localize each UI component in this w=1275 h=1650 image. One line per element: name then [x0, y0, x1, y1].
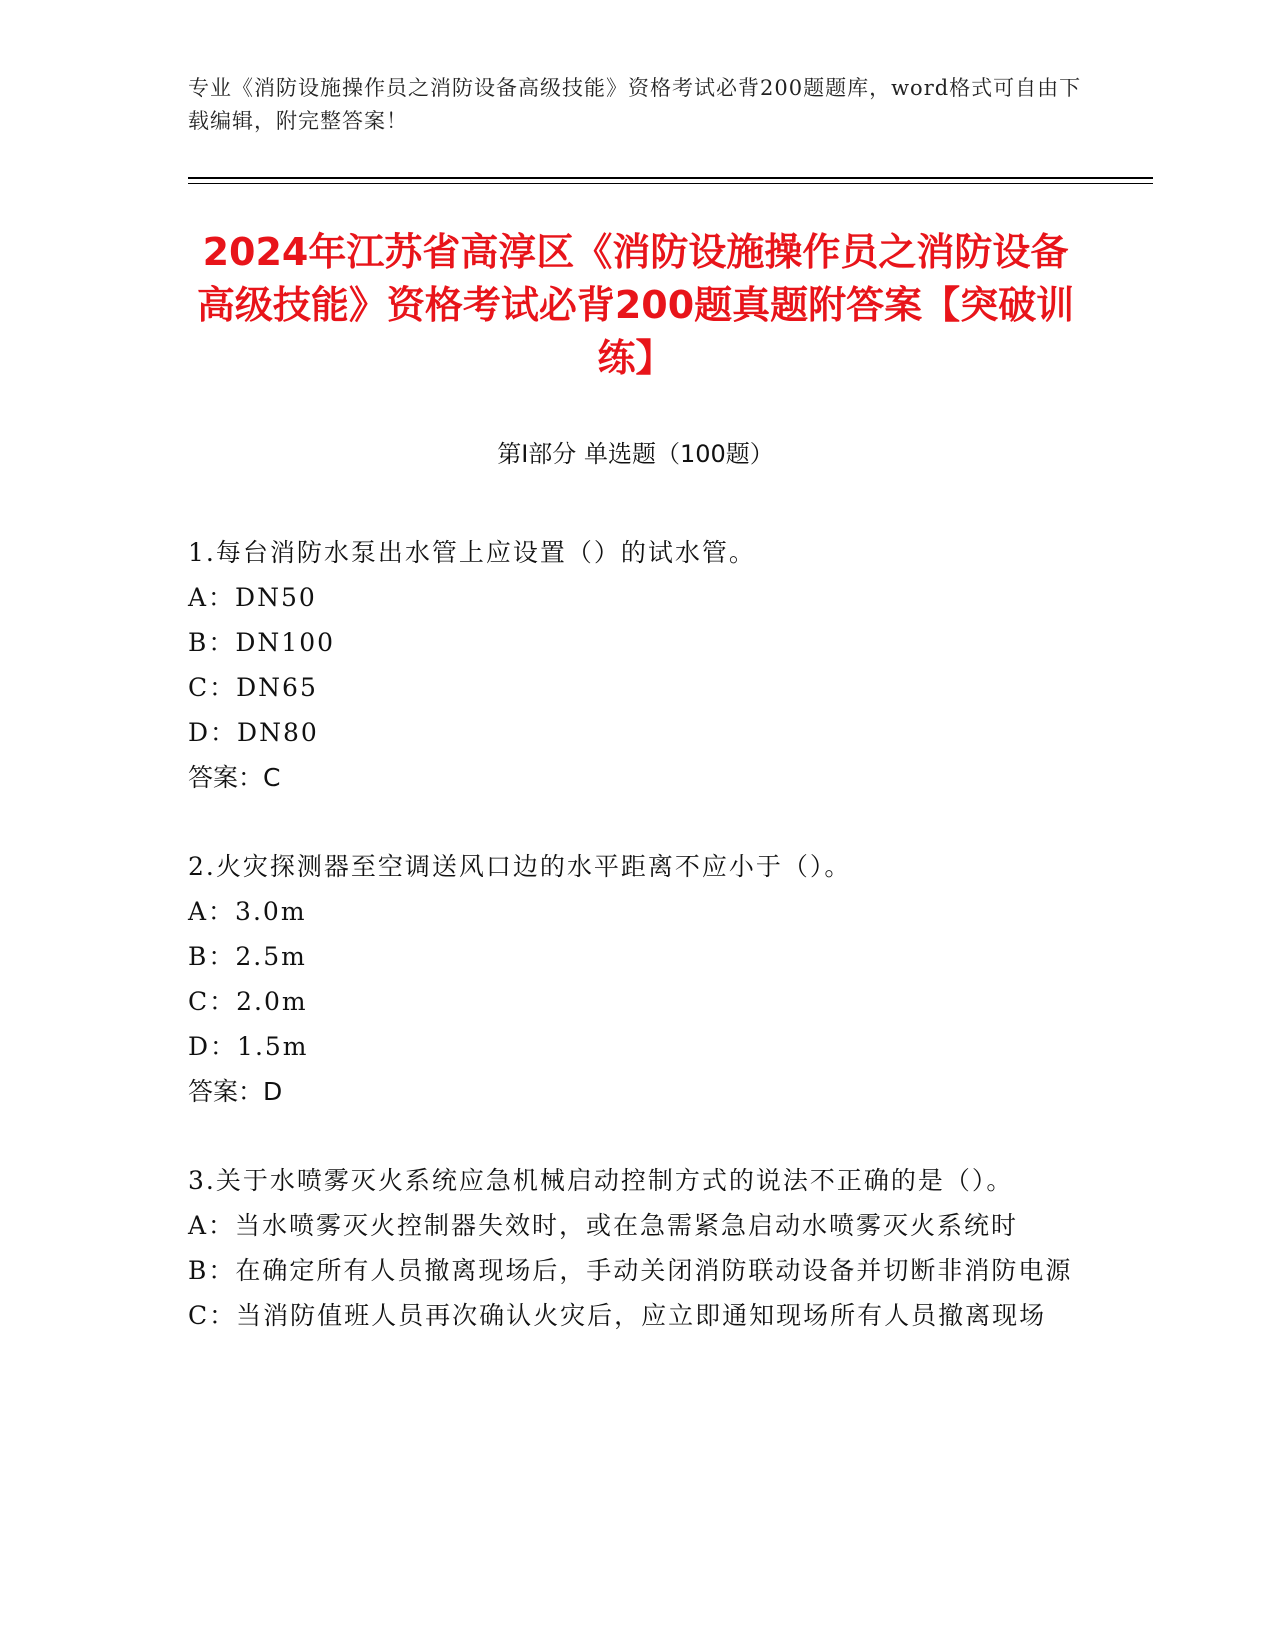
option-b: B：2.5m: [188, 942, 307, 971]
question-stem: 3.关于水喷雾灭火系统应急机械启动控制方式的说法不正确的是（）。: [188, 1166, 1014, 1195]
header-rule-thin: [188, 183, 1153, 184]
option-d: D：DN80: [188, 718, 319, 747]
question-3: [188, 1158, 1083, 1338]
header-note: 专业《消防设施操作员之消防设备高级技能》资格考试必背200题题库，word格式可自由下载编辑，附完整答案！: [188, 76, 1082, 133]
question-stem: 1.每台消防水泵出水管上应设置（）的试水管。: [188, 538, 756, 567]
option-c: C：当消防值班人员再次确认火灾后，应立即通知现场所有人员撤离现场: [188, 1301, 1047, 1330]
option-b: B：在确定所有人员撤离现场后，手动关闭消防联动设备并切断非消防电源: [188, 1256, 1073, 1285]
option-a: A：当水喷雾灭火控制器失效时，或在急需紧急启动水喷雾灭火系统时: [188, 1211, 1019, 1240]
option-b: B：DN100: [188, 628, 336, 657]
option-c: C：DN65: [188, 673, 318, 702]
option-a: A：3.0m: [188, 897, 307, 926]
document-title: 2024年江苏省高淳区《消防设施操作员之消防设备高级技能》资格考试必背200题真题附答案【突破训练】: [196, 230, 1075, 380]
question-1: [188, 530, 1083, 800]
option-c: C：2.0m: [188, 987, 308, 1016]
header-rule-thick: [188, 177, 1153, 179]
question-list: [188, 530, 1083, 1382]
question-stem: 2.火灾探测器至空调送风口边的水平距离不应小于（）。: [188, 852, 852, 881]
answer: 答案：D: [188, 1077, 283, 1106]
part-title: 第Ⅰ部分 单选题（100题）: [497, 440, 774, 468]
option-a: A：DN50: [188, 583, 317, 612]
answer: 答案：C: [188, 763, 281, 792]
question-2: [188, 844, 1083, 1114]
option-d: D：1.5m: [188, 1032, 309, 1061]
